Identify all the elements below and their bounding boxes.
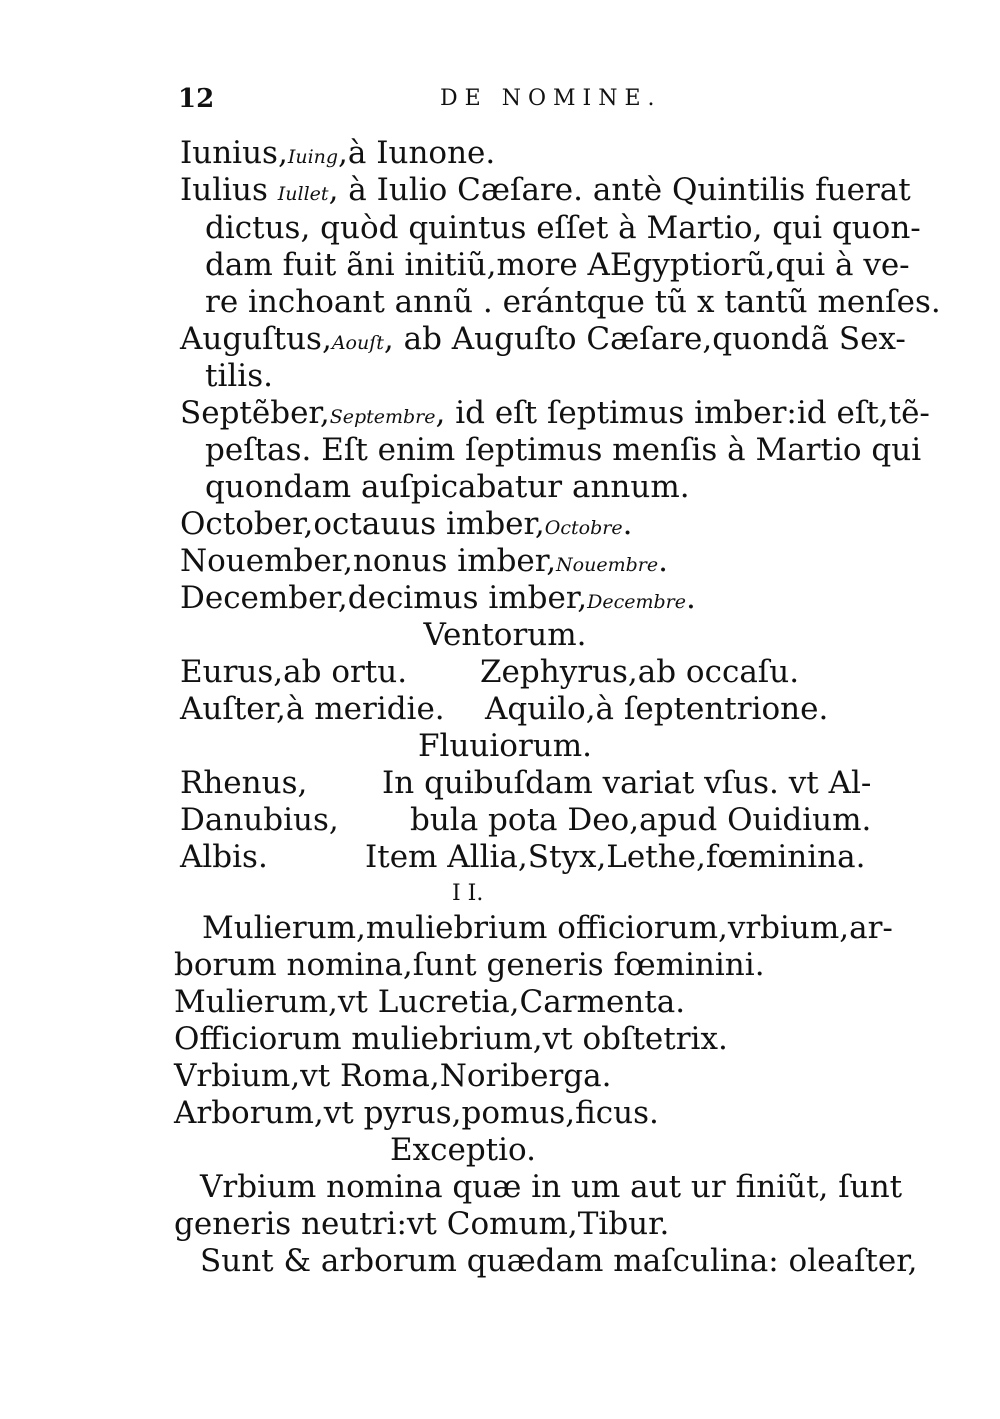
- rule-line: Mulierum,muliebrium officiorum,vrbium,ar-: [202, 910, 893, 946]
- section-heading-fluuiorum: Fluuiorum.: [418, 728, 592, 764]
- page-header: [178, 84, 828, 118]
- text-line: tilis.: [205, 358, 273, 394]
- wind-entry: Zephyrus,ab occaſu.: [480, 654, 800, 690]
- rule-line: borum nomina,ſunt generis fœminini.: [174, 947, 765, 983]
- text-line: December,decimus imber,Decembre.: [180, 580, 696, 616]
- section-heading-ventorum: Ventorum.: [423, 617, 587, 653]
- river-name: Danubius,: [180, 802, 339, 838]
- exception-line: generis neutri:vt Comum,Tibur.: [174, 1206, 670, 1242]
- text-line: dictus, quòd quintus eſſet à Martio, qui quon-: [205, 210, 921, 246]
- text-line: Auguſtus,Aouſt, ab Auguſto Cæſare,quondã Sex-: [180, 321, 906, 357]
- river-note: In quibuſdam variat vſus. vt Al-: [382, 765, 872, 801]
- river-note: Item Allia,Styx,Lethe,fœminina.: [365, 839, 866, 875]
- river-note: bula pota Deo,apud Ouidium.: [410, 802, 872, 838]
- wind-entry: Auſter,à meridie.: [180, 691, 445, 727]
- text-line: Iulius Iullet, à Iulio Cæſare. antè Quintilis fuerat: [180, 172, 911, 208]
- text-line: quondam auſpicabatur annum.: [205, 469, 690, 505]
- text-line: Nouember,nonus imber,Nouembre.: [180, 543, 668, 579]
- section-number: I I.: [452, 881, 484, 906]
- text-line: October,octauus imber,Octobre.: [180, 506, 633, 542]
- exception-heading: Exceptio.: [390, 1132, 537, 1168]
- running-title: DE NOMINE.: [440, 86, 662, 111]
- exception-line: Sunt & arborum quædam maſculina: oleaſter,: [200, 1243, 918, 1279]
- text-line: Iunius,Iuing,à Iunone.: [180, 135, 496, 171]
- exception-line: Vrbium nomina quæ in um aut ur finiũt, ſunt: [200, 1169, 903, 1205]
- text-line: re inchoant annũ . erántque tũ x tantũ menſes.: [205, 284, 941, 320]
- rule-line: Mulierum,vt Lucretia,Carmenta.: [174, 984, 686, 1020]
- rule-line: Officiorum muliebrium,vt obſtetrix.: [174, 1021, 728, 1057]
- text-line: peſtas. Eſt enim ſeptimus menſis à Martio qui: [205, 432, 922, 468]
- text-line: Septẽber,Septembre, id eſt ſeptimus imber:id eſt,tẽ-: [180, 395, 930, 431]
- text-line: dam fuit ãni initiũ,more AEgyptiorũ,qui à ve-: [205, 247, 910, 283]
- rule-line: Vrbium,vt Roma,Noriberga.: [174, 1058, 612, 1094]
- wind-entry: Aquilo,à ſeptentrione.: [485, 691, 829, 727]
- wind-entry: Eurus,ab ortu.: [180, 654, 408, 690]
- rule-line: Arborum,vt pyrus,pomus,ficus.: [174, 1095, 659, 1131]
- river-name: Albis.: [180, 839, 268, 875]
- page-number: 12: [178, 84, 215, 114]
- river-name: Rhenus,: [180, 765, 308, 801]
